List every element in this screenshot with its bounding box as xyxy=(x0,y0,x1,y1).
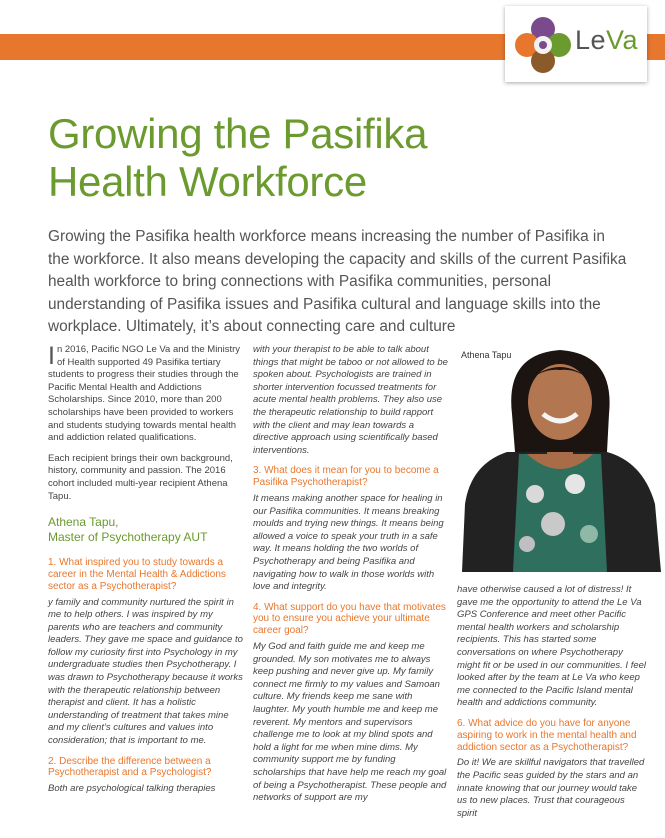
question-4: 4. What support do you have that motivates you to ensure you achieve your ultimate career goal? xyxy=(253,601,446,637)
answer-3: It means making another space for healing in our Pasifika communities. It means breaking moulds and trying new things. It means being allowed a voice to speak your truth in a safe way. It means holding the two worlds of Psychotherapy and being Pasifika and navigating how to walk in those worlds with love and integrity. xyxy=(253,492,444,593)
question-3: 3. What does it mean for you to become a Pasifika Psychotherapist? xyxy=(253,465,439,489)
question-2: 2. Describe the difference between a Psychotherapist and a Psychologist? xyxy=(48,755,212,779)
question-1: 1. What inspired you to study towards a career in the Mental Health & Addictions sector as a Psychotherapist? xyxy=(48,557,226,592)
answer-5-continued: have otherwise caused a lot of distress! It gave me the opportunity to attend the Le Va GPS Conference and meet other Pacific mental health workers and scholarship recipients. This has started some conversations on where Psychotherapy might fit or be used in our communities. I feel looked after by the team at Le Va who keep me connected to the Pacific Island mental health and addictions community. xyxy=(457,584,647,709)
question-6: 6. What advice do you have for anyone aspiring to work in the mental health and addiction sector as a Psychotherapist? xyxy=(457,717,637,753)
page-title: Growing the Pasifika Health Workforce xyxy=(48,110,428,205)
column-1 xyxy=(48,344,243,804)
logo xyxy=(505,6,647,82)
lead-paragraph: Growing the Pasifika health workforce means increasing the number of Pasifika in the workforce. It also means developing the capacity and skills of the current Pasifika health workforce to bring connections with Pasifika communities, personal understanding of Pasifika issues and Pasifika cultural and language skills into the workplace. Ultimately, it’s about connecting care and culture xyxy=(48,228,627,335)
intro-paragraph: In 2016, Pacific NGO Le Va and the Ministry of Health supported 49 Pasifika tertiary students to progress their studies through the Pacific Mental Health and Addictions Scholarships. Since 2010, more than 200 scholarships have been provided to workers and students studying towards mental health and addiction related qualifications. xyxy=(48,342,241,444)
column-3 xyxy=(457,584,647,828)
answer-2: Both are psychological talking therapies xyxy=(48,783,216,795)
intro-paragraph-2: Each recipient brings their own background, history, community and passion. The 2016 cohort included multi-year recipient Athena Tapu. xyxy=(48,452,233,502)
answer-6: Do it! We are skillful navigators that travelled the Pacific seas guided by the stars and an innate knowing that our journey would take us to new places. Trust that courageous spirit xyxy=(457,757,645,819)
leva-flower-icon xyxy=(513,15,573,75)
photo-caption: Athena Tapu xyxy=(461,350,512,360)
answer-2-continued: with your therapist to be able to talk about things that might be taboo or not allowed to be spoken about. Psychologists are trained in shorter intervention focussed treatments for acute mental health problems. They also use the therapeutic relationship to build rapport with the client and may lean towards a directive approach using scientifically based interventions. xyxy=(253,344,448,456)
answer-1: y family and community nurtured the spirit in me to help others. I was inspired by my parents who are teachers and community leaders. They gave me space and guidance to follow my curiosity first into Psychology in my undergraduate studies then Psychotherapy. I was drawn to Psychotherapy because it works with the therapeutic relationship between therapist and client. It has a holistic understanding of treatment that takes mine and my client’s cultures and values into consideration; that is important to me. xyxy=(48,596,243,747)
logo-text: LeVa xyxy=(575,25,639,55)
interviewee-name: Athena Tapu, Master of Psychotherapy AUT xyxy=(48,515,208,545)
portrait-photo xyxy=(457,344,665,572)
answer-4: My God and faith guide me and keep me grounded. My son motivates me to always keep pushing and never give up. My family connect me firmly to my values and Samoan culture. My friends keep me sane with laughter. My youth humble me and keep me reverent. My mentors and supervisors challenge me to look at my blind spots and hold a light for me when mine dims. My community support me by funding scholarships that have help me reach my goal of being a Psychotherapist. These people and networks of support are my xyxy=(253,641,447,804)
dropcap: I xyxy=(48,342,55,370)
column-2 xyxy=(253,344,448,813)
